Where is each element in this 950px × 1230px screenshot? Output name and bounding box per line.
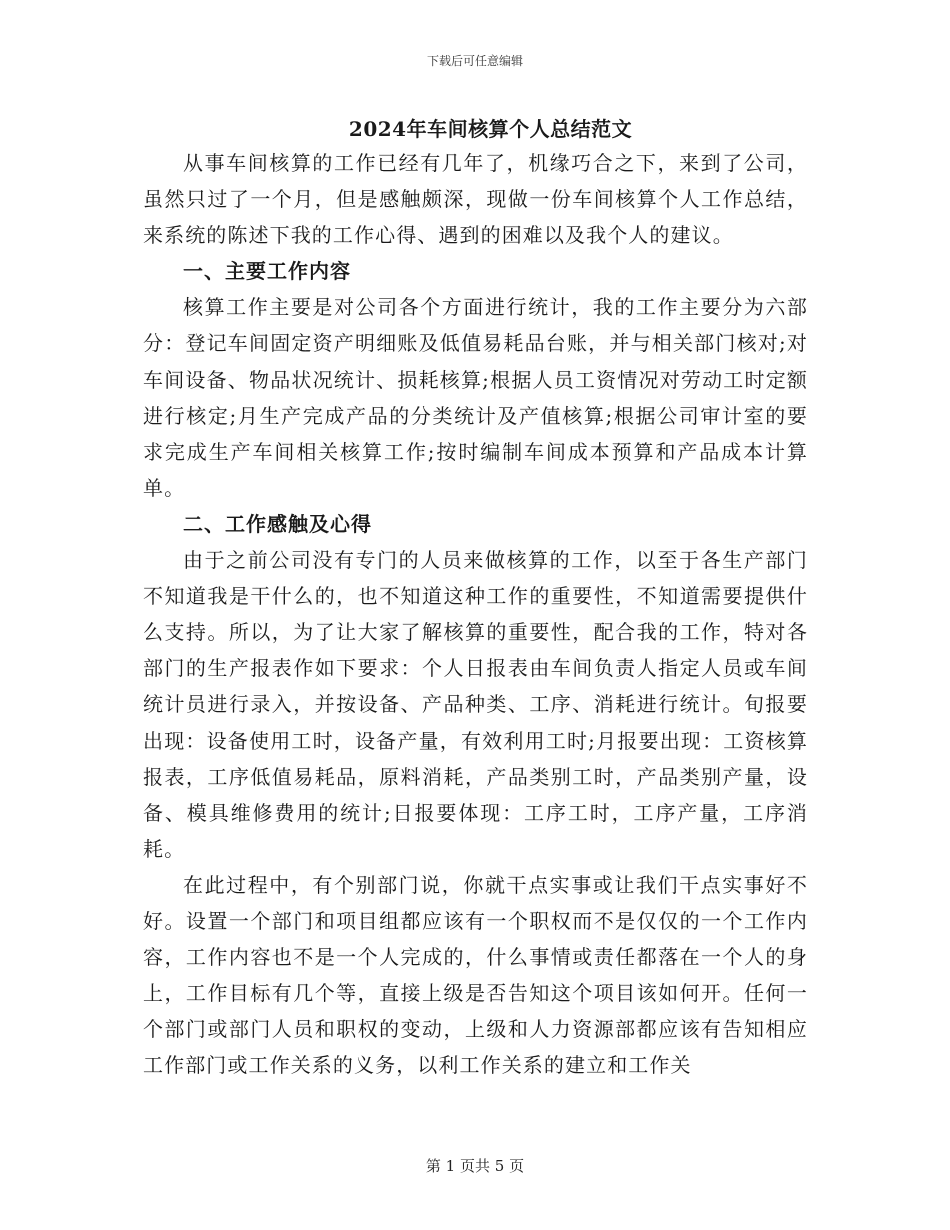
experience-paragraph-2: 在此过程中，有个别部门说，你就干点实事或让我们干点实事好不好。设置一个部门和项目组都应该有一个职权而不是仅仅的一个工作内容，工作内容也不是一个人完成的，什么事情或责任都落在一个人的身上，工作目标有几个等，直接上级是否告知这个项目该如何开。任何一个部门或部门人员和职权的变动，上级和人力资源部都应该有告知相应工作部门或工作关系的义务，以利工作关系的建立和工作关 bbox=[143, 872, 808, 1078]
document-title: 2024年车间核算个人总结范文 bbox=[348, 117, 633, 141]
page-number-footer: 第 1 页共 5 页 bbox=[425, 1157, 525, 1175]
document-body bbox=[143, 113, 808, 1083]
intro-paragraph: 从事车间核算的工作已经有几年了，机缘巧合之下，来到了公司，虽然只过了一个月，但是感触颇深，现做一份车间核算个人工作总结，来系统的陈述下我的工作心得、遇到的困难以及我个人的建议。 bbox=[143, 151, 808, 248]
section-heading-main-work: 一、主要工作内容 bbox=[183, 259, 351, 284]
page-header-note: 下载后可任意编辑 bbox=[426, 54, 523, 68]
main-work-paragraph: 核算工作主要是对公司各个方面进行统计，我的工作主要分为六部分：登记车间固定资产明细账及低值易耗品台账，并与相关部门核对;对车间设备、物品状况统计、损耗核算;根据人员工资情况对劳动工时定额进行核定;月生产完成产品的分类统计及产值核算;根据公司审计室的要求完成生产车间相关核算工作;按时编制车间成本预算和产品成本计算单。 bbox=[143, 295, 808, 500]
experience-paragraph-1: 由于之前公司没有专门的人员来做核算的工作，以至于各生产部门不知道我是干什么的，也不知道这种工作的重要性，不知道需要提供什么支持。所以，为了让大家了解核算的重要性，配合我的工作，特对各部门的生产报表作如下要求：个人日报表由车间负责人指定人员或车间统计员进行录入，并按设备、产品种类、工序、消耗进行统计。旬报要出现：设备使用工时，设备产量，有效利用工时;月报要出现：工资核算报表，工序低值易耗品，原料消耗，产品类别工时，产品类别产量，设备、模具维修费用的统计;日报要体现：工序工时，工序产量，工序消耗。 bbox=[143, 548, 808, 861]
section-heading-experience: 二、工作感触及心得 bbox=[183, 511, 372, 536]
